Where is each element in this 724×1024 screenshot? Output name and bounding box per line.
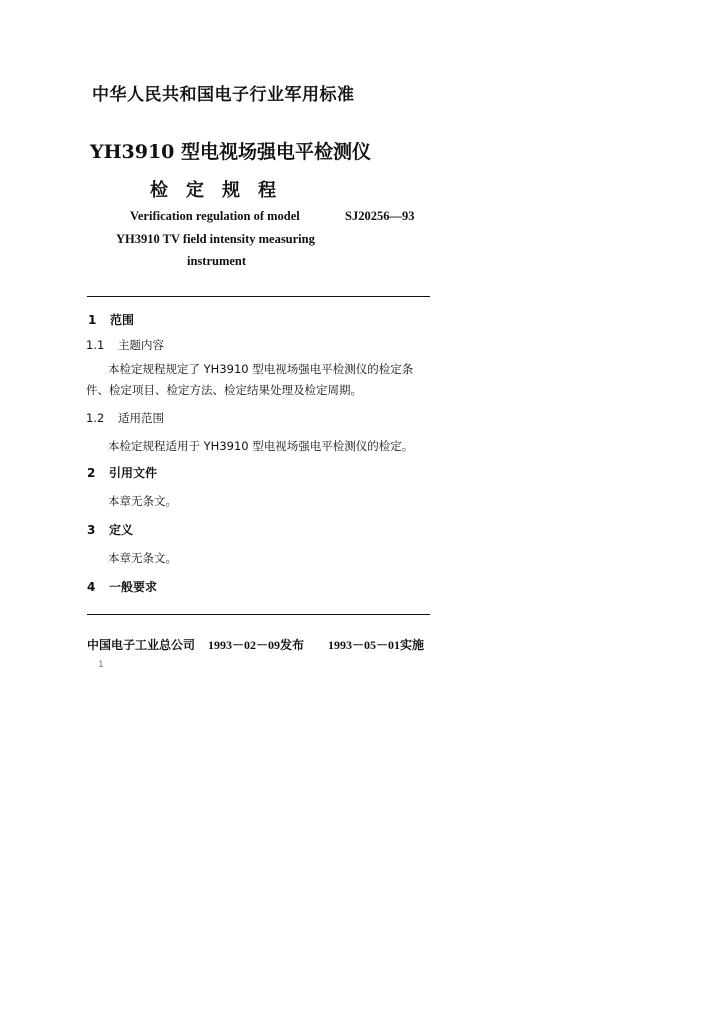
english-title-line-1: Verification regulation of model bbox=[130, 209, 300, 223]
implementation-date: 1993－05－01 bbox=[328, 638, 401, 652]
standard-category-header: 中华人民共和国电子行业军用标准 bbox=[92, 85, 355, 105]
bottom-divider bbox=[87, 614, 430, 615]
section-number: 4 bbox=[87, 580, 96, 594]
section-2-text: 本章无条文。 bbox=[108, 494, 177, 508]
english-title-line-3: instrument bbox=[187, 254, 247, 268]
standard-code: SJ20256—93 bbox=[345, 209, 415, 223]
implementation-info bbox=[328, 636, 424, 653]
section-3-text: 本章无条文。 bbox=[108, 551, 177, 565]
page-number: 1 bbox=[98, 660, 104, 670]
issue-info bbox=[208, 636, 304, 653]
section-number: 1 bbox=[88, 313, 97, 327]
issue-label: 发布 bbox=[280, 638, 305, 652]
section-title: 范围 bbox=[110, 313, 135, 327]
section-4-heading bbox=[87, 578, 157, 595]
section-title: 主题内容 bbox=[118, 338, 164, 352]
section-title: 引用文件 bbox=[109, 466, 158, 480]
section-2-heading bbox=[87, 464, 157, 481]
section-1-1-text-line-2: 件、检定项目、检定方法、检定结果处理及检定周期。 bbox=[86, 383, 362, 397]
section-1-1-heading bbox=[86, 337, 164, 353]
section-3-heading bbox=[87, 521, 133, 538]
section-title: 一般要求 bbox=[109, 580, 158, 594]
section-number: 1.1 bbox=[86, 338, 105, 352]
section-1-1-text-line-1: 本检定规程规定了 YH3910 型电视场强电平检测仪的检定条 bbox=[108, 362, 414, 376]
section-title: 定义 bbox=[109, 523, 134, 537]
section-number: 2 bbox=[87, 466, 96, 480]
section-number: 1.2 bbox=[86, 411, 105, 425]
section-title: 适用范围 bbox=[118, 411, 164, 425]
section-1-2-text: 本检定规程适用于 YH3910 型电视场强电平检测仪的检定。 bbox=[108, 439, 414, 453]
document-title: YH3910 型电视场强电平检测仪 bbox=[90, 141, 372, 163]
issuer: 中国电子工业总公司 bbox=[87, 638, 196, 652]
implementation-label: 实施 bbox=[400, 638, 425, 652]
section-1-heading bbox=[88, 311, 134, 328]
document-subtitle: 检定规程 bbox=[150, 180, 294, 201]
english-title-line-2: YH3910 TV field intensity measuring bbox=[116, 232, 315, 246]
section-number: 3 bbox=[87, 523, 96, 537]
issue-date: 1993－02－09 bbox=[208, 638, 281, 652]
top-divider bbox=[87, 296, 430, 297]
section-1-2-heading bbox=[86, 410, 164, 426]
